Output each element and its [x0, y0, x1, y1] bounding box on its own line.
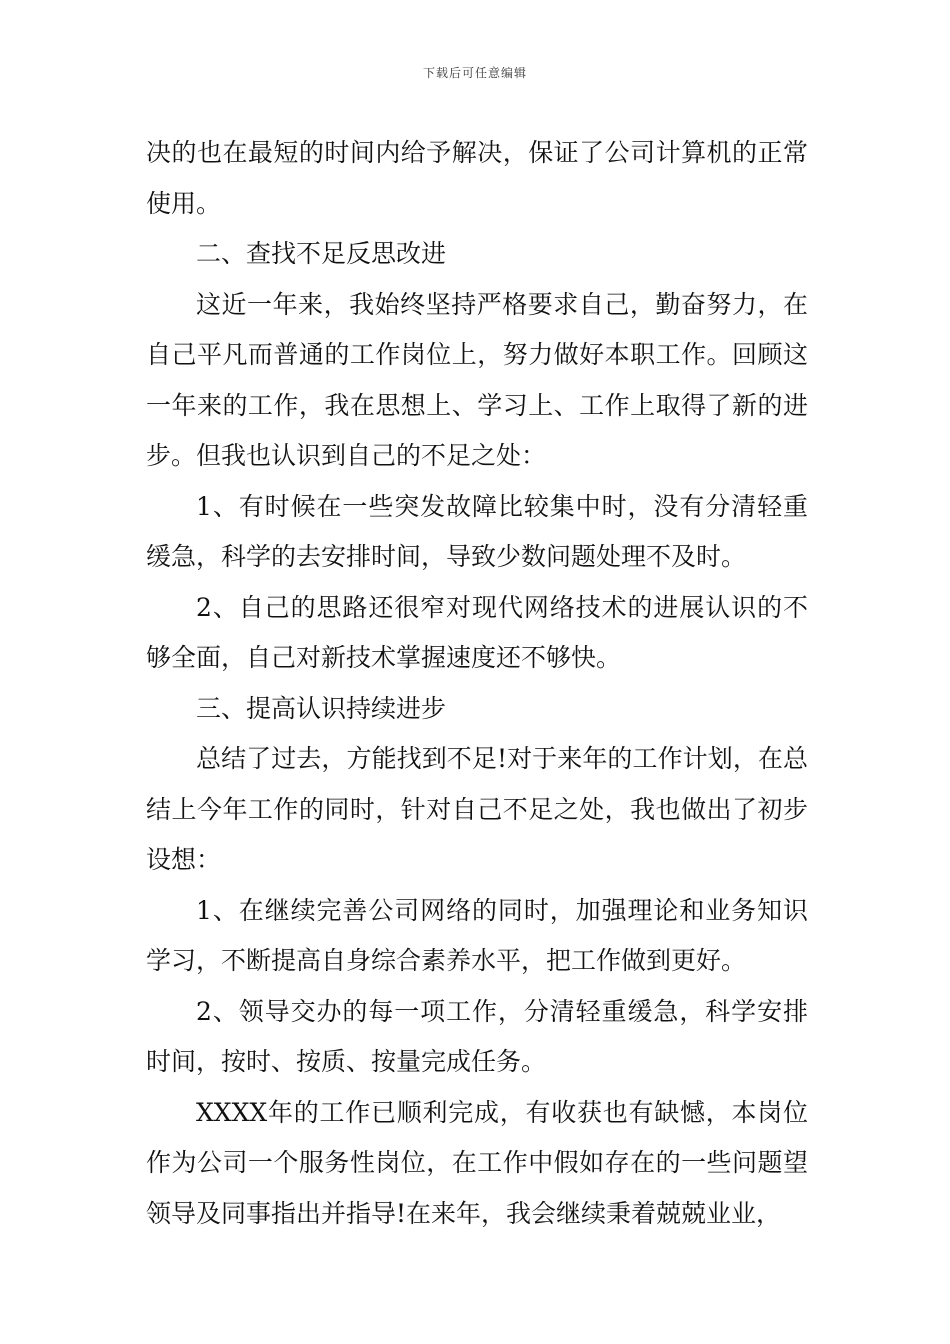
paragraph: XXXX年的工作已顺利完成，有收获也有缺憾，本岗位作为公司一个服务性岗位，在工作中假如存在的一些问题望领导及同事指出并指导!在来年，我会继续秉着兢兢业业，	[146, 1097, 808, 1228]
list-item: 1、有时候在一些突发故障比较集中时，没有分清轻重缓急，科学的去安排时间，导致少数问题处理不及时。	[146, 491, 808, 571]
page-header-note: 下载后可任意编辑	[422, 66, 527, 80]
paragraph-continuation: 决的也在最短的时间内给予解决，保证了公司计算机的正常使用。	[146, 138, 808, 218]
paragraph: 总结了过去，方能找到不足!对于来年的工作计划，在总结上今年工作的同时，针对自己不足之处，我也做出了初步设想：	[146, 744, 808, 874]
section-heading-2: 二、查找不足反思改进	[196, 239, 447, 268]
list-item: 1、在继续完善公司网络的同时，加强理论和业务知识学习，不断提高自身综合素养水平，把工作做到更好。	[146, 895, 808, 975]
list-item: 2、领导交办的每一项工作，分清轻重缓急，科学安排时间，按时、按质、按量完成任务。	[146, 996, 808, 1076]
list-item: 2、自己的思路还很窄对现代网络技术的进展认识的不够全面，自己对新技术掌握速度还不够快。	[146, 592, 808, 672]
document-body	[146, 128, 808, 1239]
paragraph: 这近一年来，我始终坚持严格要求自己，勤奋努力，在自己平凡而普通的工作岗位上，努力做好本职工作。回顾这一年来的工作，我在思想上、学习上、工作上取得了新的进步。但我也认识到自己的不足之处：	[146, 289, 808, 470]
section-heading-3: 三、提高认识持续进步	[196, 693, 447, 723]
